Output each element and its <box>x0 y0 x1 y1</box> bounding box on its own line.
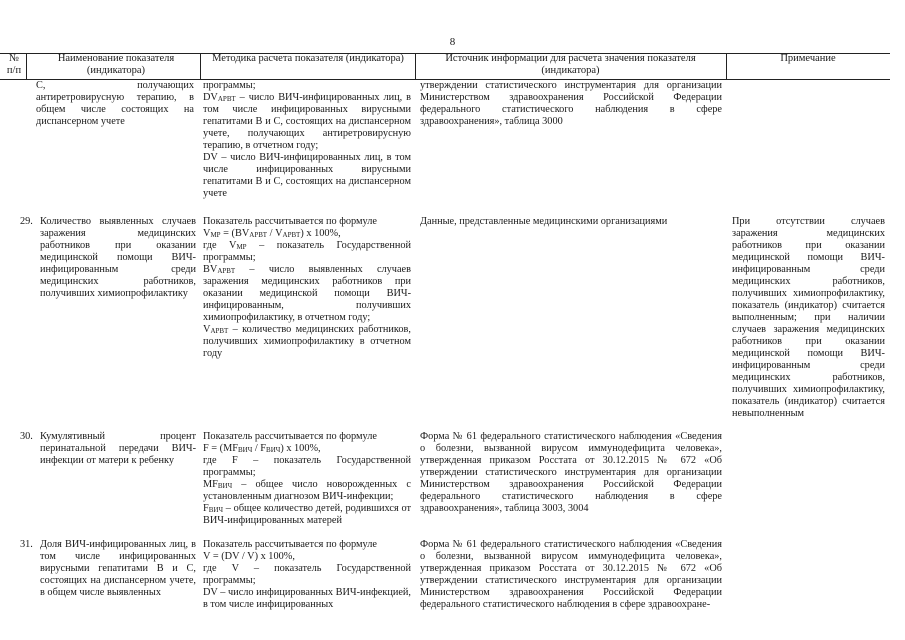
method-intro: Показатель рассчитывается по формуле <box>203 431 377 442</box>
variable: V <box>203 324 211 335</box>
variable: где V <box>203 240 237 251</box>
formula: V = (DV / V) х 100%, <box>203 551 295 562</box>
header-method: Методика расчета показателя (индикатора) <box>212 53 404 64</box>
formula <box>203 443 411 455</box>
formula-part: V <box>203 228 211 239</box>
formula-part: / V <box>267 228 283 239</box>
definition <box>203 264 411 324</box>
data-source: Форма № 61 федерального статистического наблюдения «Сведения о болезни, вызванной вирусом иммунодефицита человека», утвержденная приказом Росстата от 30.12.2015 № 672 «Об утверждении статистического инструментария для организации Министерством здравоохранения Российской Федерации федерального статистического наблюдения в сфере здравоохранения», таблица 3003, 3004 <box>420 431 722 514</box>
header-source: Источник информации для расчета значения показателя (индикатора) <box>445 53 696 76</box>
variable: BV <box>203 264 218 275</box>
variable-subscript: ВИЧ <box>217 482 233 490</box>
calculation-method <box>203 431 411 527</box>
formula-subscript: АРВТ <box>282 231 301 239</box>
formula-part: F = (MF <box>203 443 238 454</box>
indicator-name: Доля ВИЧ-инфицированных лиц, в том числе инфицированных вирусными гепатитами В и С, состоящих на диспансерном учете, в общем числе выявленных <box>40 539 196 598</box>
header-name: Наименование показателя (индикатора) <box>57 53 175 76</box>
formula-part: ) х 100%, <box>280 443 321 454</box>
cont-name: С, получающих антиретровирусную терапию, в общем числе состоящих на диспансерном учете <box>36 80 194 127</box>
note: При отсутствии случаев заражения медицинских работников при оказании медицинской помощи ВИЧ-инфицированным среди медицинских работников, получивших химиопрофилактику, показатель (индикатор) считается выполненным; при наличии случаев заражения медицинских работников при оказании медицинской помощи ВИЧ-инфицированным среди медицинских работников, получивших химиопрофилактику, показатель (индикатор) считается невыполненным <box>732 216 885 419</box>
formula-part: / F <box>252 443 267 454</box>
header-divider <box>200 53 201 79</box>
formula-part: = (BV <box>220 228 250 239</box>
definition-text: – показатель Государственной программы; <box>203 240 411 263</box>
row-number: 29. <box>20 216 33 227</box>
header-divider <box>726 53 727 79</box>
formula-subscript: ВИЧ <box>238 446 253 454</box>
formula-subscript: ВИЧ <box>266 446 281 454</box>
formula-part: ) х 100%, <box>300 228 341 239</box>
variable-subscript: MP <box>236 243 247 251</box>
definition: – число ВИЧ-инфицированных лиц, в том числе инфицированных вирусными гепатитами В и С, состоящих на диспансерном учете, получающих антиретровирусную терапию, в отчетном году; <box>203 92 411 151</box>
data-source: Форма № 61 федерального статистического наблюдения «Сведения о болезни, вызванной вирусом иммунодефицита человека», утвержденная приказом Росстата от 30.12.2015 № 672 «Об утверждении статистического инструментария для организации Министерством здравоохранения Российской Федерации федерального статистического наблюдения в сфере здравоохране- <box>420 539 722 610</box>
variable: F <box>203 503 209 514</box>
indicator-name: Количество выявленных случаев заражения медицинских работников при оказании медицинской помощи ВИЧ-инфицированным среди медицинских работников, получивших химиопрофилактику <box>40 216 196 299</box>
cont-method <box>203 80 411 200</box>
data-source: Данные, представленные медицинскими организациями <box>420 216 668 227</box>
indicator-name: Кумулятивный процент перинатальной передачи ВИЧ-инфекции от матери к ребенку <box>40 431 196 466</box>
definition <box>203 324 411 360</box>
variable-subscript: АРВТ <box>217 267 236 275</box>
definition-text: – количество медицинских работников, получивших химиопрофилактику в отчетном году <box>203 324 411 359</box>
row-number: 30. <box>20 431 33 442</box>
variable: MF <box>203 479 218 490</box>
cont-method-line: программы; <box>203 80 256 91</box>
method-intro: Показатель рассчитывается по формуле <box>203 216 377 227</box>
cont-method-line <box>203 92 411 152</box>
definition <box>203 479 411 503</box>
formula <box>203 228 411 240</box>
variable-subscript: АРВТ <box>217 95 236 103</box>
definition-text: – общее количество детей, родившихся от ВИЧ-инфицированных матерей <box>203 503 411 526</box>
header-divider <box>415 53 416 79</box>
definition: где F – показатель Государственной программы; <box>203 455 411 478</box>
variable-subscript: ВИЧ <box>208 506 224 514</box>
definition <box>203 503 411 527</box>
cont-source: утверждении статистического инструментария для организации Министерством здравоохранения Российской Федерации федерального статистического наблюдения в сфере здравоохранения», таблица 3000 <box>420 80 722 127</box>
variable-subscript: АРВТ <box>210 327 229 335</box>
formula-subscript: АРВТ <box>249 231 268 239</box>
definition-text: – общее число новорожденных с установленным диагнозом ВИЧ-инфекции; <box>203 479 411 502</box>
definition <box>203 240 411 264</box>
header-divider <box>26 53 27 79</box>
formula-subscript: MP <box>210 231 221 239</box>
calculation-method <box>203 216 411 360</box>
method-intro: Показатель рассчитывается по формуле <box>203 539 377 550</box>
cont-method-line: DV – число ВИЧ-инфицированных лиц, в том числе инфицированных вирусными гепатитами В и С, состоящих на диспансерном учете <box>203 152 411 199</box>
page-number: 8 <box>449 36 456 48</box>
header-num: № п/п <box>6 53 22 76</box>
definition-text: – число выявленных случаев заражения медицинских работников при оказании медицинской помощи ВИЧ-инфицированным, получивших химиопрофилактику, в отчетном году; <box>203 264 411 323</box>
calculation-method <box>203 539 411 611</box>
row-number: 31. <box>20 539 33 550</box>
variable: DV <box>203 92 218 103</box>
definition: DV – число инфицированных ВИЧ-инфекцией, в том числе инфицированных <box>203 587 411 610</box>
definition: где V – показатель Государственной программы; <box>203 563 411 586</box>
header-note: Примечание <box>780 53 836 64</box>
